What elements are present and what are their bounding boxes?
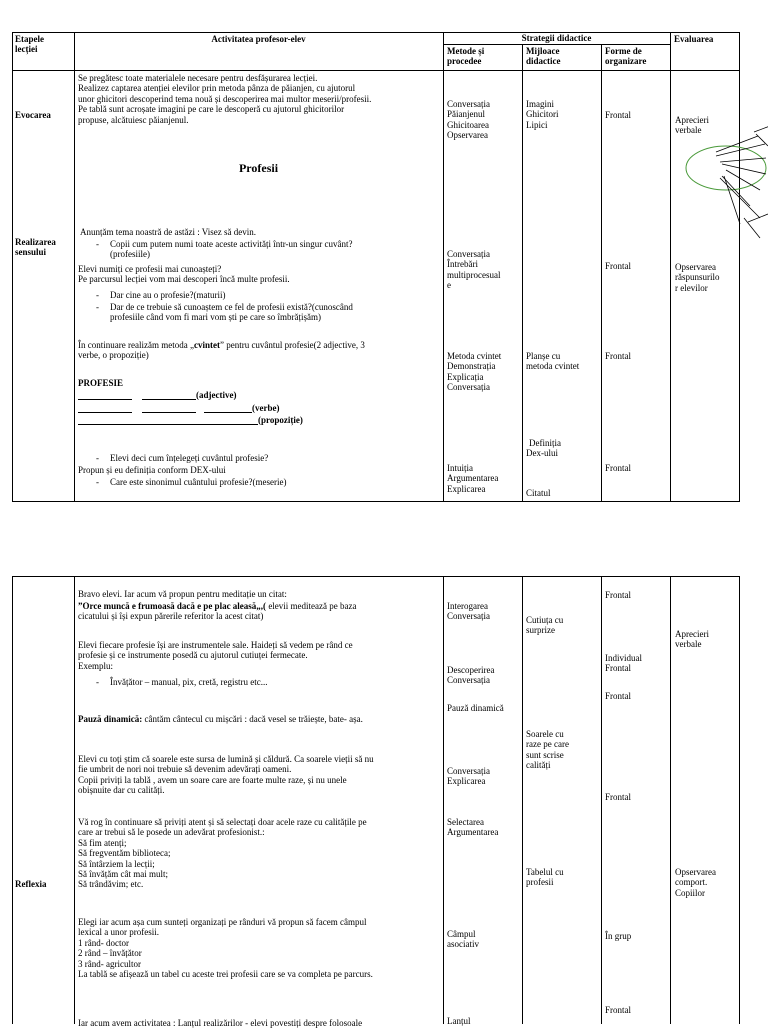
- realizarea-mijloace-2: [526, 438, 561, 459]
- header-mijloace-line1: Mijloace: [526, 46, 560, 56]
- text-line: profesie și ce instrumente posedă cu ajutorul cutiuței fermecate.: [78, 650, 308, 661]
- header-etape: [15, 34, 44, 55]
- adjective-label: (adjective): [196, 390, 237, 400]
- forma-item: Frontal: [605, 663, 631, 674]
- bullet-line: profesiile când vom fi mari vom ști pe care so îmbrățișăm): [110, 312, 321, 323]
- metoda-item: Conversația: [447, 611, 490, 622]
- evocarea-forme: Frontal: [605, 110, 631, 120]
- text-line: Copii priviți la tablă , avem un soare care are foarte multe raze, și nu unele: [78, 774, 347, 785]
- realizarea-forme-1: Frontal: [605, 261, 631, 271]
- text-line: Vă rog în continuare să priviți atent și să selectați doar acele raze cu calitățile pe: [78, 817, 367, 827]
- header-forme: [605, 46, 646, 67]
- header-forme-line2: organizare: [605, 56, 647, 67]
- text-line: lexical a unor profesii.: [78, 927, 159, 938]
- evocarea-line: unor ghicitori descoperind tema nouă și descoperirea mai multor meserii/profesii.: [78, 93, 372, 104]
- cvintet-post: ” pentru cuvântul profesie(2 adjective, 3: [219, 340, 365, 350]
- quote-rest: elevii meditează pe baza: [266, 601, 357, 611]
- mijloc-item: Tabelul cu: [526, 867, 564, 877]
- profesii-title: Profesii: [238, 161, 279, 175]
- metoda-item: Păianjenul: [447, 109, 485, 120]
- header-activitatea: Activitatea profesor-elev: [211, 34, 306, 44]
- pauza-bold: Pauză dinamică:: [78, 714, 143, 724]
- pauza-rest: cântăm cântecul cu mișcări : dacă vesel se trăiește, bate- așa.: [142, 714, 363, 724]
- header-evaluarea: Evaluarea: [674, 34, 714, 44]
- text-line: Elegi iar acum așa cum sunteți organizați pe rânduri vă propun să facem câmpul: [78, 917, 367, 927]
- evaluare-line: Aprecieri: [675, 115, 709, 125]
- metoda-item: Selectarea: [447, 817, 484, 827]
- reflexia-mijloace-1: [526, 615, 563, 636]
- blank-line: [78, 412, 132, 413]
- realizarea-bullet: [110, 302, 353, 323]
- reflexia-forme-5: În grup: [605, 931, 632, 941]
- reflexia-forme-1: Frontal: [605, 590, 631, 600]
- reflexia-mijloace-3: [526, 867, 564, 888]
- reflexia-metode-6: [447, 929, 479, 950]
- realizarea-metode-3: [447, 463, 498, 494]
- reflexia-soare: [78, 754, 374, 796]
- evaluare-line: Copiilor: [675, 887, 706, 898]
- realizarea-bullet: [110, 239, 353, 260]
- metoda-item: e: [447, 280, 451, 291]
- reflexia-metode-4: [447, 766, 490, 787]
- reflexia-metode-1: [447, 601, 490, 622]
- forma-item: Individual: [605, 653, 642, 663]
- metoda-item: Descoperirea: [447, 665, 495, 675]
- realizarea-forme-2: Frontal: [605, 351, 631, 361]
- mijloc-item: Soarele cu: [526, 729, 564, 739]
- text-line: Să învățăm cât mai mult;: [78, 869, 168, 880]
- reflexia-metode-5: [447, 817, 498, 838]
- text-line: Elevi fiecare profesie își are instrumentele sale. Haideți să vedem pe rând ce: [78, 640, 353, 650]
- text-line: care ar trebui să le posede un adevărat profesionist.:: [78, 827, 265, 838]
- text-line: Să fim atenți;: [78, 837, 127, 848]
- quote-line2: cicatului și își expun părerile referitor la acest citat): [78, 611, 264, 622]
- reflexia-forme-3: Frontal: [605, 691, 631, 701]
- quote-bold: ”Orce muncă e frumoasă dacă e pe plac aleasă„,(: [78, 601, 267, 611]
- stage-realizarea-line1: Realizarea: [15, 237, 56, 247]
- evaluare-line: Aprecieri: [675, 629, 709, 639]
- header-mijloace-line2: didactice: [526, 56, 561, 67]
- reflexia-camp: [78, 917, 373, 979]
- text-line: Pe parcursul lecției vom mai descoperi încă multe profesii.: [78, 274, 290, 285]
- blank-line: [204, 412, 252, 413]
- text-line: Elevi cu toți știm că soarele este sursa de lumină și căldură. Ca soarele vieții să nu: [78, 754, 374, 764]
- mijloc-item: Planșe cu: [526, 351, 561, 361]
- metoda-item: Argumentarea: [447, 473, 499, 484]
- reflexia-metode-2: [447, 665, 494, 686]
- evaluare-line: răspunsurilo: [675, 272, 720, 283]
- metoda-item: Argumentarea: [447, 827, 499, 838]
- profesie-word: PROFESIE: [78, 378, 124, 388]
- mijloc-item: raze pe care: [526, 739, 569, 750]
- reflexia-forme-6: Frontal: [605, 1005, 631, 1015]
- header-mijloace: [526, 46, 561, 67]
- dex-text: Propun și eu definiția conform DEX-ului: [78, 465, 226, 475]
- realizarea-evaluare: [675, 262, 720, 293]
- text-line: Să întârziem la lecții;: [78, 858, 155, 869]
- evaluare-line: verbale: [675, 639, 702, 650]
- realizarea-mijloace-1: [526, 351, 579, 372]
- mijloc-item: Lipici: [526, 119, 548, 130]
- evocarea-text: [78, 73, 371, 125]
- blank-line: [78, 424, 258, 425]
- metoda-item: Conversația: [447, 249, 490, 259]
- evaluare-line: Opservarea: [675, 867, 716, 877]
- text-line: fie umbrit de nori noi trebuie să devenim adevărați oameni.: [78, 764, 292, 775]
- realizarea-text: [78, 264, 290, 285]
- stage-realizarea: [15, 237, 56, 258]
- propozitie-label: (propoziție): [258, 415, 303, 425]
- metoda-item: Intuiția: [447, 463, 473, 473]
- metoda-item: Interogarea: [447, 601, 488, 611]
- evocarea-line: Pe tablă sunt acroșate imagini pe care le descoperă cu ajutorul ghicitorilor: [78, 104, 345, 115]
- text-line: 3 rând- agricultor: [78, 958, 141, 969]
- header-etape-line1: Etapele: [15, 34, 44, 44]
- mijloc-item: surprize: [526, 625, 555, 636]
- pauza-dinamica: [78, 714, 363, 724]
- evaluare-line: comport.: [675, 877, 708, 888]
- verbe-label: (verbe): [252, 403, 280, 413]
- realizarea-metode-1: [447, 249, 501, 291]
- blank-line: [142, 399, 196, 400]
- mijloc-item: Definiția: [529, 438, 561, 448]
- stage-realizarea-line2: sensului: [15, 247, 47, 258]
- text-line: Să fregventăm biblioteca;: [78, 848, 171, 859]
- reflexia-forme-2: [605, 653, 642, 674]
- blank-line: [78, 399, 132, 400]
- mijloc-item: metoda cvintet: [526, 361, 580, 372]
- text-line: Exemplu:: [78, 660, 113, 671]
- evocarea-line: Se pregătesc toate materialele necesare pentru desfășurarea lecției.: [78, 73, 318, 83]
- metoda-item: Întrebări: [447, 259, 478, 270]
- realizarea-mijloace-3: Citatul: [526, 488, 551, 498]
- metoda-item: asociativ: [447, 939, 479, 950]
- metoda-item: Conversația: [447, 766, 490, 776]
- reflexia-metode-7: Lanțul: [447, 1016, 471, 1026]
- metoda-item: Metoda cvintet: [447, 351, 502, 361]
- metoda-item: Explicarea: [447, 483, 486, 494]
- text-line: obișnuite dar cu calități.: [78, 785, 165, 796]
- metoda-item: Conversația: [447, 675, 490, 686]
- realizarea-intro: Anunțăm tema noastră de astăzi : Visez să devin.: [80, 227, 256, 237]
- metoda-item: Explicarea: [447, 776, 486, 787]
- metoda-item: Demonstrația: [447, 361, 496, 372]
- reflexia-intro: Bravo elevi. Iar acum vă propun pentru meditație un citat:: [78, 589, 287, 599]
- mijloc-item: Ghicitori: [526, 109, 559, 120]
- mijloc-item: sunt scrise: [526, 749, 564, 760]
- text-line: Să trândăvim; etc.: [78, 879, 144, 890]
- bullet-line: (profesiile): [110, 249, 150, 260]
- reflexia-evaluare-1: [675, 629, 709, 650]
- reflexia-raze: [78, 817, 367, 890]
- stage-evocarea: Evocarea: [15, 110, 51, 120]
- cvintet-bold: cvintet: [193, 340, 220, 350]
- text-line: 2 rând – învățător: [78, 948, 142, 959]
- metoda-item: Câmpul: [447, 929, 476, 939]
- realizarea-forme-3: Frontal: [605, 463, 631, 473]
- header-metode-line1: Metode și: [447, 46, 485, 56]
- mijloc-item: calități: [526, 760, 551, 771]
- reflexia-quote: [78, 601, 357, 622]
- metoda-item: Ghicitoarea: [447, 119, 489, 130]
- text-line: La tablă se afișează un tabel cu aceste trei profesii care se va completa pe parcurs.: [78, 969, 373, 980]
- reflexia-evaluare-2: [675, 867, 716, 898]
- bullet-line: - Dar de ce trebuie să cunoaștem ce fel de profesii există?(cunoscând: [110, 302, 353, 312]
- cvintet-text: [78, 340, 365, 361]
- header-strategii: Strategii didactice: [521, 33, 592, 43]
- evaluare-line: r elevilor: [675, 282, 708, 293]
- mijloc-item: profesii: [526, 877, 554, 888]
- header-metode: [447, 46, 484, 67]
- realizarea-bullet: - Care este sinonimul cuântului profesie?(meserie): [110, 477, 286, 487]
- realizarea-bullet: - Elevi deci cum înțelegeți cuvântul profesie?: [110, 453, 268, 463]
- realizarea-bullet: - Dar cine au o profesie?(maturii): [110, 290, 225, 300]
- metoda-item: Conversația: [447, 382, 490, 393]
- metoda-item: multiprocesual: [447, 269, 501, 280]
- bullet-line: - Copii cum putem numi toate aceste activități într-un singur cuvânt?: [110, 239, 353, 249]
- blank-line: [142, 412, 196, 413]
- metoda-item: Conversația: [447, 99, 490, 109]
- spider-web-diagram: [680, 118, 768, 258]
- evaluare-line: verbale: [675, 125, 702, 136]
- cvintet-pre: În continuare realizăm metoda „: [78, 340, 194, 350]
- text-line: 1 rând- doctor: [78, 937, 129, 948]
- cvintet-line2: verbe, o propoziție): [78, 350, 149, 361]
- reflexia-bullet: - Învățător – manual, pix, cretă, registru etc...: [110, 677, 267, 687]
- stage-reflexia: Reflexia: [15, 879, 47, 889]
- header-etape-line2: lecției: [15, 44, 38, 55]
- realizarea-metode-2: [447, 351, 501, 393]
- text-line: Elevi numiți ce profesii mai cunoașteți?: [78, 264, 222, 274]
- metoda-item: Opservarea: [447, 130, 488, 141]
- reflexia-instrumente: [78, 640, 353, 671]
- header-forme-line1: Forme de: [605, 46, 642, 56]
- mijloc-item: Dex-ului: [526, 448, 558, 459]
- evocarea-mijloace: [526, 99, 559, 130]
- mijloc-item: Imagini: [526, 99, 554, 109]
- mijloc-item: Cutiuța cu: [526, 615, 564, 625]
- reflexia-metode-3: Pauză dinamică: [447, 703, 504, 713]
- metoda-item: Explicația: [447, 371, 484, 382]
- evocarea-line: Realizez captarea atenției elevilor prin metoda pânza de păianjen, cu ajutorul: [78, 83, 356, 94]
- reflexia-mijloace-2: [526, 729, 569, 771]
- evaluare-line: Opservarea: [675, 262, 716, 272]
- header-metode-line2: procedee: [447, 56, 482, 67]
- reflexia-lant: Iar acum avem activitatea : Lanțul realizărilor - elevi povestiți despre folosoale: [78, 1018, 363, 1028]
- evocarea-metode: [447, 99, 490, 141]
- evocarea-line: propuse, alcătuiesc păianjenul.: [78, 114, 189, 125]
- reflexia-forme-4: Frontal: [605, 792, 631, 802]
